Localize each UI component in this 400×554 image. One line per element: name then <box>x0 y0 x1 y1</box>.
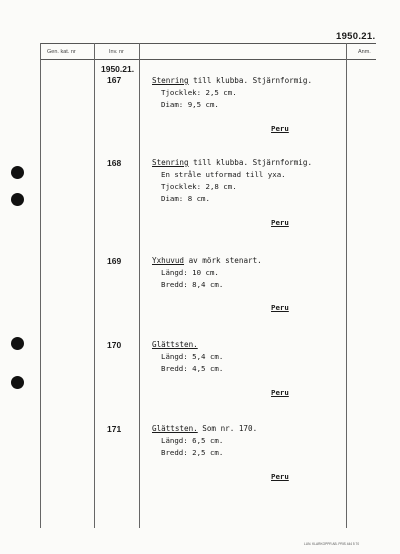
inventory-number: 167 <box>107 75 122 85</box>
inventory-number: 168 <box>107 158 122 168</box>
entry-title <box>152 158 312 167</box>
inventory-number: 170 <box>107 340 122 350</box>
measurement: Tjocklek: 2,8 cm. <box>161 182 237 191</box>
object-description: till klubba. Stjärnformig. <box>188 158 313 167</box>
origin: Peru <box>271 124 289 133</box>
object-term: Glättsten. <box>152 340 198 349</box>
object-description: Som nr. 170. <box>197 424 258 433</box>
object-term: Glättsten. <box>152 424 198 433</box>
inventory-number: 171 <box>107 424 122 434</box>
punch-hole <box>11 166 24 179</box>
inventory-number: 169 <box>107 256 122 266</box>
punch-hole <box>11 337 24 350</box>
header-catalog-no: Gen. kat. nr <box>47 49 76 55</box>
measurement: Bredd: 4,5 cm. <box>161 364 224 373</box>
object-description: till klubba. Stjärnformig. <box>188 76 313 85</box>
entry-title <box>152 340 198 349</box>
object-term: Yxhuvud <box>152 256 185 265</box>
object-term: Stenring <box>152 158 189 167</box>
measurement: Längd: 5,4 cm. <box>161 352 224 361</box>
measurement: En stråle utformad till yxa. <box>161 170 286 179</box>
header-remarks: Anm. <box>358 49 371 55</box>
column-rule-catalog <box>94 43 95 528</box>
entry-title <box>152 76 312 85</box>
table-header-rule <box>40 59 376 60</box>
object-description: av mörk stenart. <box>184 256 262 265</box>
column-rule-inventory <box>139 43 140 528</box>
measurement: Längd: 10 cm. <box>161 268 219 277</box>
measurement: Tjocklek: 2,5 cm. <box>161 88 237 97</box>
measurement: Bredd: 8,4 cm. <box>161 280 224 289</box>
table-top-rule <box>40 43 376 44</box>
object-term: Stenring <box>152 76 189 85</box>
printer-imprint: LUN. KLARKOPPR AB. PRIS 444 5 70 <box>304 542 360 546</box>
page-number: 1950.21. <box>336 31 376 42</box>
punch-hole <box>11 193 24 206</box>
measurement: Diam: 9,5 cm. <box>161 100 219 109</box>
table-left-rule <box>40 43 41 528</box>
punch-hole <box>11 376 24 389</box>
origin: Peru <box>271 218 289 227</box>
column-rule-remarks <box>346 43 347 528</box>
entry-title <box>152 256 262 265</box>
measurement: Diam: 8 cm. <box>161 194 210 203</box>
origin: Peru <box>271 303 289 312</box>
measurement: Längd: 6,5 cm. <box>161 436 224 445</box>
origin: Peru <box>271 388 289 397</box>
header-inventory-no: Inv. nr <box>109 49 124 55</box>
origin: Peru <box>271 472 289 481</box>
entry-title <box>152 424 257 433</box>
entry-year: 1950.21. <box>101 64 135 74</box>
measurement: Bredd: 2,5 cm. <box>161 448 224 457</box>
